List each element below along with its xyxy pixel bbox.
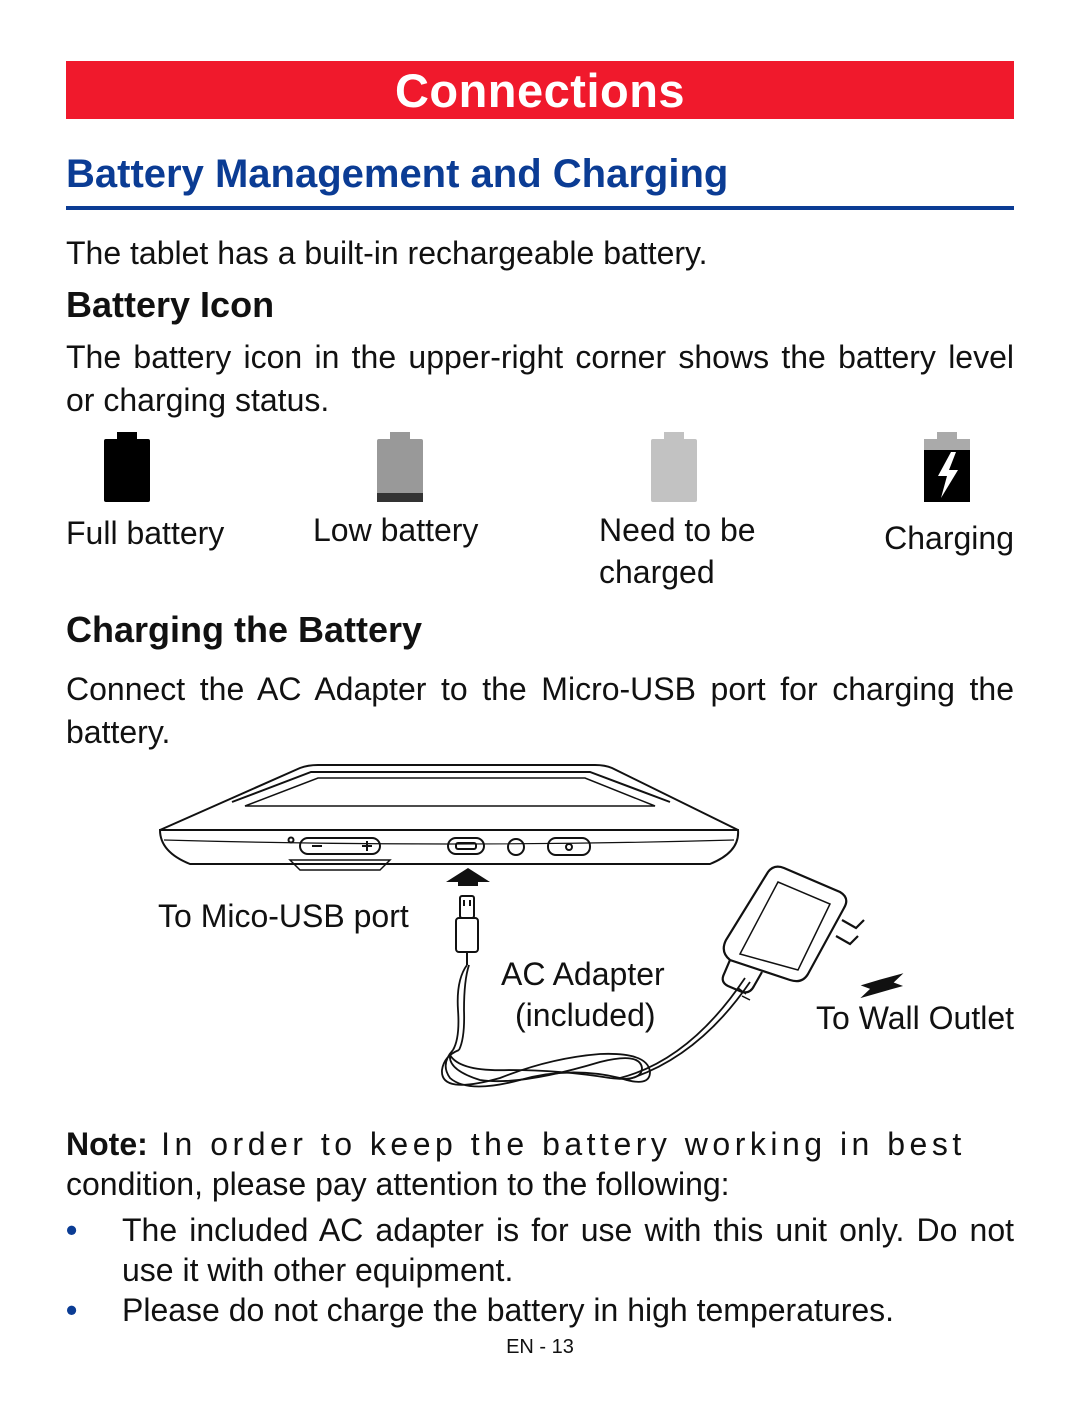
battery-state-label-charging: Charging <box>884 520 1014 556</box>
battery-state-label-full: Full battery <box>66 515 225 551</box>
bullet-icon: • <box>66 1292 78 1328</box>
section-title: Battery Management and Charging <box>66 152 729 196</box>
note-label: Note: <box>66 1126 148 1162</box>
note-text-line2: condition, please pay attention to the following: <box>66 1166 730 1202</box>
note-block <box>66 1124 1014 1204</box>
battery-state-label-empty-line1: Need to be <box>599 512 756 548</box>
tablet-illustration <box>160 765 738 870</box>
usb-port-label: To Mico-USB port <box>158 898 409 934</box>
bullet-text: The included AC adapter is for use with this unit only. Do not use it with other equipment. <box>122 1212 1014 1288</box>
charging-battery-icon <box>924 432 970 502</box>
section-banner <box>66 61 1014 119</box>
battery-icon-description: The battery icon in the upper-right corner shows the battery level or charging status. <box>66 339 1014 418</box>
adapter-label-line2: (included) <box>515 997 656 1033</box>
note-text-line1: In order to keep the battery working in best <box>161 1126 966 1162</box>
battery-icon-heading: Battery Icon <box>66 284 275 325</box>
battery-state-label-empty-line2: charged <box>599 554 715 590</box>
full-battery-icon <box>104 432 150 502</box>
note-first-line <box>66 1124 1014 1164</box>
charging-heading: Charging the Battery <box>66 609 423 650</box>
arrow-up-icon <box>446 868 490 886</box>
usb-plug-illustration <box>456 896 478 965</box>
empty-battery-icon <box>651 432 697 502</box>
bullet-text: Please do not charge the battery in high temperatures. <box>122 1292 895 1328</box>
list-item <box>66 1210 1014 1290</box>
page-number: EN - 13 <box>506 1336 574 1358</box>
banner-title: Connections <box>394 63 686 117</box>
list-item <box>66 1290 1014 1330</box>
adapter-label-line1: AC Adapter <box>501 956 665 992</box>
section-divider <box>66 206 1014 210</box>
intro-text: The tablet has a built-in rechargeable battery. <box>66 235 708 271</box>
bullet-icon: • <box>66 1212 78 1248</box>
low-battery-icon <box>377 432 423 502</box>
battery-state-label-low: Low battery <box>313 512 479 548</box>
charging-description: Connect the AC Adapter to the Micro-USB port for charging the battery. <box>66 671 1014 750</box>
wall-outlet-label: To Wall Outlet <box>816 1000 1014 1036</box>
